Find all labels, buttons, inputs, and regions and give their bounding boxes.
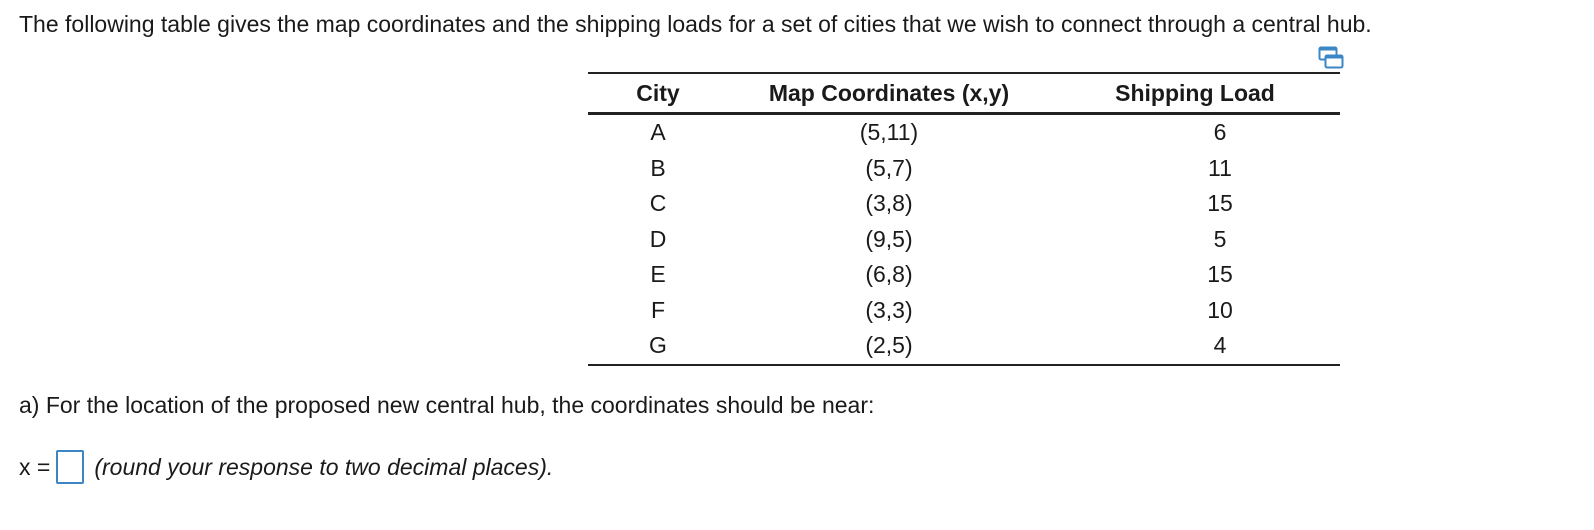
- header-map-coordinates: Map Coordinates (x,y): [768, 79, 1010, 106]
- cell-load: 11: [1208, 154, 1232, 181]
- header-city: City: [636, 79, 680, 106]
- cell-load: 6: [1213, 119, 1227, 146]
- cell-city: F: [650, 296, 666, 323]
- intro-text: The following table gives the map coordinates and the shipping loads for a set of cities that we wish to connect through a central hub.: [19, 11, 1372, 37]
- cell-city: E: [650, 261, 666, 288]
- table-row: [588, 293, 1340, 329]
- cell-city: B: [650, 154, 666, 181]
- cell-coords: (5,11): [859, 119, 919, 146]
- cell-coords: (3,3): [865, 296, 913, 323]
- cell-city: D: [649, 225, 667, 252]
- cell-load: 15: [1207, 190, 1233, 217]
- cell-coords: (6,8): [865, 261, 913, 288]
- table-row: [588, 257, 1340, 293]
- question-text: a) For the location of the proposed new central hub, the coordinates should be near:: [19, 392, 875, 418]
- cell-load: 10: [1207, 296, 1233, 323]
- cell-coords: (5,7): [865, 154, 913, 181]
- city-data-table: [588, 72, 1340, 366]
- table-row: [588, 222, 1340, 258]
- table-row: [588, 114, 1340, 151]
- cell-load: 5: [1213, 225, 1227, 252]
- cell-city: A: [650, 119, 666, 146]
- cell-load: 15: [1207, 261, 1233, 288]
- cell-coords: (3,8): [865, 190, 913, 217]
- rounding-hint: (round your response to two decimal places).: [94, 453, 554, 480]
- header-shipping-load: Shipping Load: [1115, 79, 1275, 106]
- table-row: [588, 186, 1340, 222]
- answer-x-input[interactable]: [56, 450, 84, 484]
- answer-row: [19, 448, 553, 486]
- cell-load: 4: [1213, 332, 1227, 359]
- table-row: [588, 328, 1340, 365]
- cell-city: G: [649, 332, 667, 359]
- table-row: [588, 151, 1340, 187]
- answer-x-label: x =: [19, 453, 51, 480]
- cell-coords: (9,5): [865, 225, 913, 252]
- table-header-row: [588, 73, 1340, 114]
- cell-city: C: [649, 190, 667, 217]
- copy-to-clipboard-icon[interactable]: [1318, 46, 1344, 70]
- cell-coords: (2,5): [865, 332, 913, 359]
